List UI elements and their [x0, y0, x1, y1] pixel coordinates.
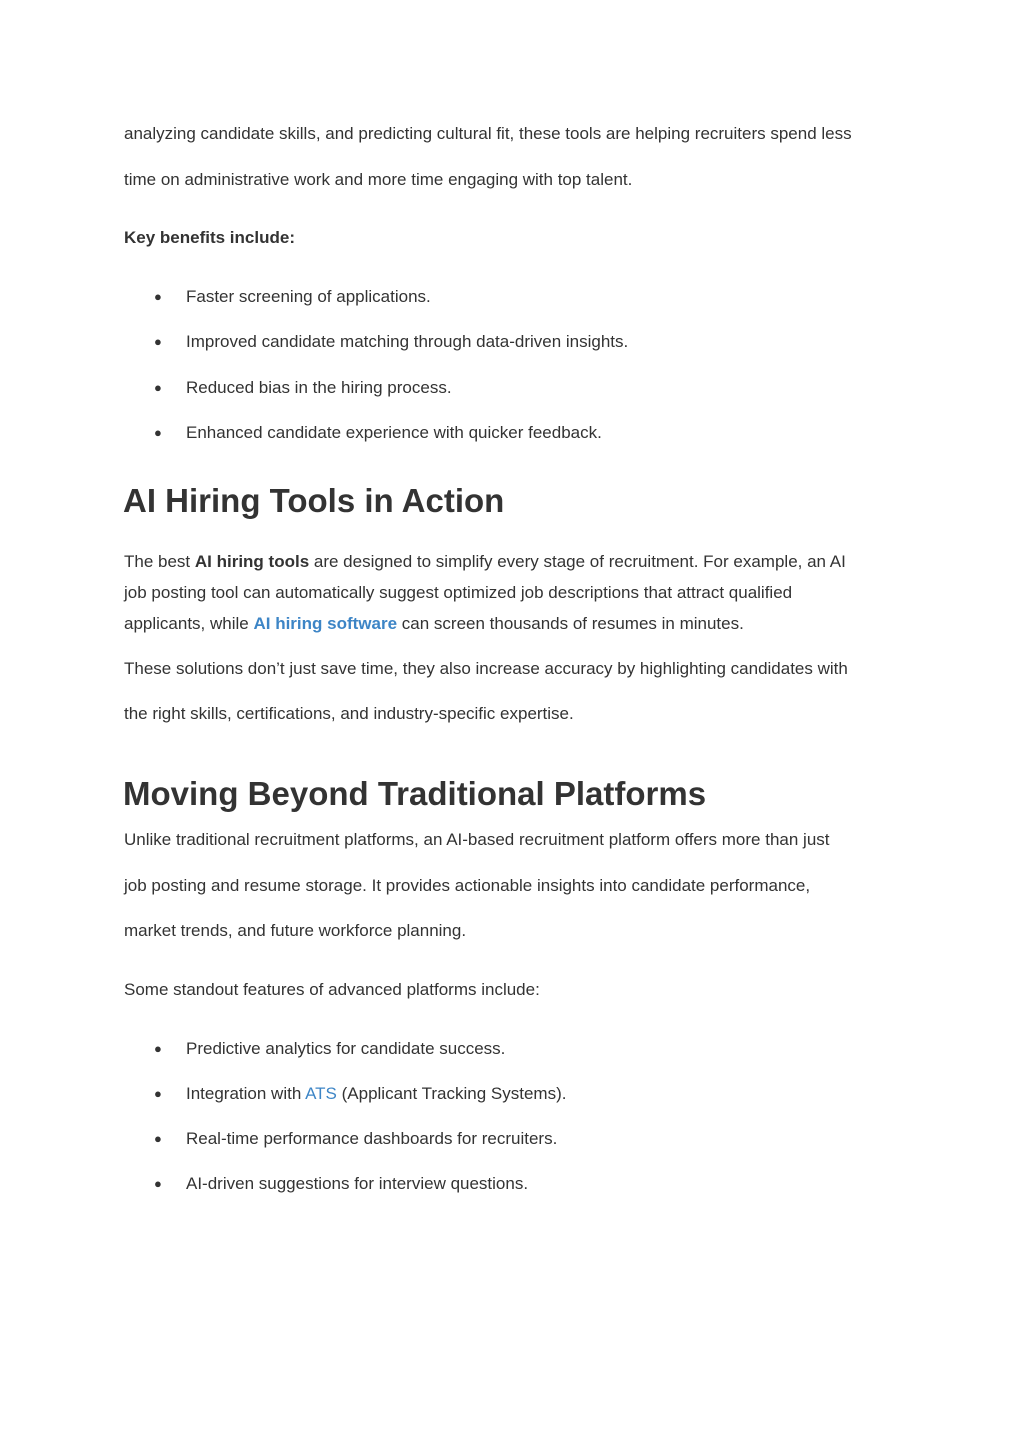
list-item-text: Improved candidate matching through data-driven insights.: [186, 332, 629, 351]
features-intro: Some standout features of advanced platforms include:: [124, 980, 540, 999]
list-item: [154, 331, 628, 353]
intro-line: time on administrative work and more time engaging with top talent.: [124, 170, 633, 189]
list-item-text: Enhanced candidate experience with quicker feedback.: [186, 423, 602, 442]
paragraph-line: market trends, and future workforce planning.: [124, 921, 467, 940]
list-item-text: Integration with: [186, 1084, 306, 1103]
list-item: [154, 1038, 505, 1060]
text: are designed to simplify every stage of recruitment. For example, an AI: [309, 552, 846, 571]
paragraph-line: the right skills, certifications, and industry-specific expertise.: [124, 704, 574, 723]
bullet-icon: ●: [154, 334, 162, 349]
text: The best: [124, 552, 195, 571]
intro-line: analyzing candidate skills, and predicting cultural fit, these tools are helping recruiters spend less: [124, 124, 852, 143]
bullet-icon: ●: [154, 1086, 162, 1101]
bold-text: AI hiring tools: [194, 552, 310, 571]
bullet-icon: ●: [154, 380, 162, 395]
list-item: [154, 377, 452, 399]
paragraph-line: Unlike traditional recruitment platforms, an AI-based recruitment platform offers more than just: [124, 830, 830, 849]
text: can screen thousands of resumes in minutes.: [397, 614, 744, 633]
bullet-icon: ●: [154, 1176, 162, 1191]
list-item-text: Real-time performance dashboards for recruiters.: [186, 1129, 558, 1148]
paragraph-line: job posting tool can automatically suggest optimized job descriptions that attract qualified: [124, 583, 793, 602]
bullet-icon: ●: [154, 425, 162, 440]
list-item-text: (Applicant Tracking Systems).: [336, 1084, 567, 1103]
list-item: [154, 286, 431, 308]
section-heading: Moving Beyond Traditional Platforms: [123, 775, 707, 812]
benefits-heading: Key benefits include:: [124, 228, 295, 247]
ats-link[interactable]: ATS: [305, 1084, 337, 1103]
paragraph-line: job posting and resume storage. It provides actionable insights into candidate performance,: [124, 876, 811, 895]
list-item-text: Predictive analytics for candidate success.: [186, 1039, 506, 1058]
list-item-text: Reduced bias in the hiring process.: [186, 378, 452, 397]
paragraph-line: [124, 551, 846, 573]
paragraph-line: [124, 613, 744, 635]
ai-hiring-software-link[interactable]: AI hiring software: [253, 614, 398, 633]
paragraph-line: These solutions don’t just save time, they also increase accuracy by highlighting candidates with: [124, 659, 848, 678]
list-item: [154, 1128, 557, 1150]
list-item: [154, 1083, 566, 1105]
section-heading: AI Hiring Tools in Action: [123, 482, 505, 519]
list-item: [154, 422, 602, 444]
list-item-text: Faster screening of applications.: [186, 287, 431, 306]
bullet-icon: ●: [154, 289, 162, 304]
list-item: [154, 1173, 528, 1195]
list-item-text: AI-driven suggestions for interview questions.: [186, 1174, 529, 1193]
bullet-icon: ●: [154, 1041, 162, 1056]
text: applicants, while: [124, 614, 254, 633]
bullet-icon: ●: [154, 1131, 162, 1146]
